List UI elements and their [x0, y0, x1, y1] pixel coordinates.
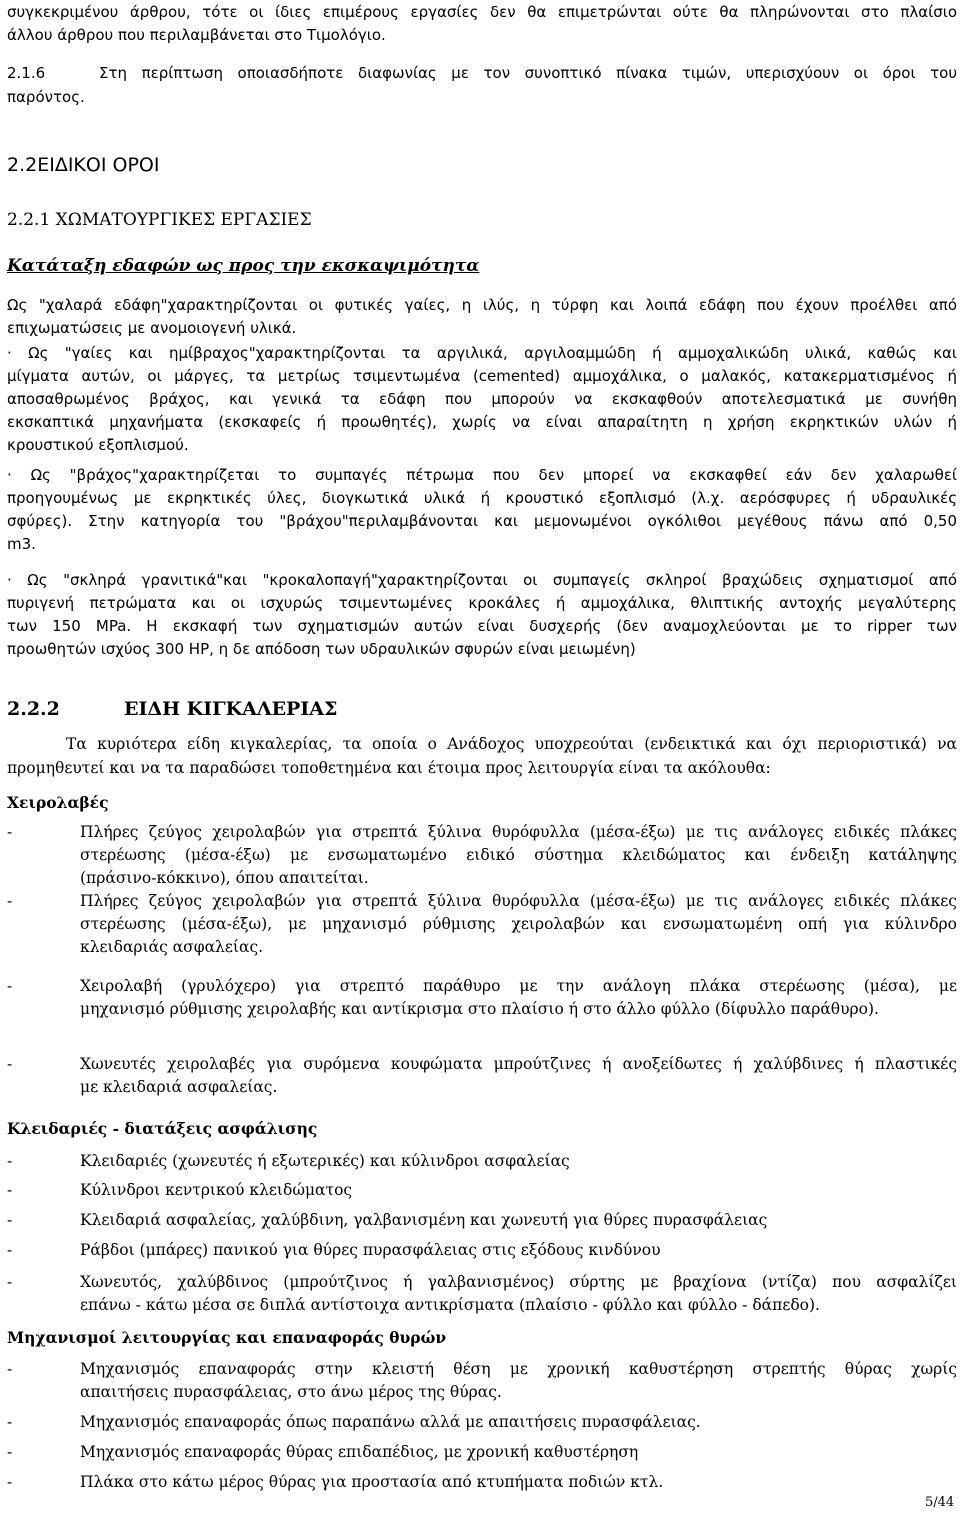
- list-item: - Χειρολαβή (γρυλόχερο) για στρεπτό παράθυρο με την ανάλογη πλάκα στερέωσης (μέσα), με μηχανισμό ρύθμισης χειρολαβής και αντίκρισμα στο πλαίσιο ή στο άλλο φύλλο (δίφυλλο παράθυρο).: [7, 977, 957, 1018]
- paragraph-4-line-1: · Ως "σκληρά γρανιτικά"και "κροκαλοπαγή"χαρακτηρίζονται οι συμπαγείς σκληροί βραχώδεις σχηματισμοί από: [7, 571, 957, 589]
- list-item: - Μηχανισμός επαναφοράς όπως παραπάνω αλλά με απαιτήσεις πυρασφάλειας.: [7, 1411, 957, 1434]
- list-bullet: -: [7, 892, 13, 910]
- paragraph-4-line-4: προωθητών ισχύος 300 HP, η δε απόδοση των υδραυλικών σφυρών είναι μειωμένη): [7, 640, 636, 658]
- list-bullet: -: [7, 1360, 13, 1378]
- list-item: - Κύλινδροι κεντρικού κλειδώματος: [7, 1179, 957, 1202]
- handles-heading: Χειρολαβές: [7, 793, 109, 812]
- list-item: - Ράβδοι (μπάρες) πανικού για θύρες πυρασφάλειας στις εξόδους κινδύνου: [7, 1239, 957, 1262]
- section-2-2-1-heading: 2.2.1 ΧΩΜΑΤΟΥΡΓΙΚΕΣ ΕΡΓΑΣΙΕΣ: [7, 210, 312, 230]
- list-item: - Πλήρες ζεύγος χειρολαβών για στρεπτά ξύλινα θυρόφυλλα (μέσα-έξω) με τις ανάλογες ειδικές πλάκες στερέωσης (μέσα-έξω), με μηχανισμό ρύθμισης χειρολαβών και ενσωματωμένη οπή για κύλινδρο κλειδαριάς ασφαλείας.: [7, 892, 957, 956]
- list-bullet: -: [7, 1443, 13, 1461]
- list-item: - Μηχανισμός επαναφοράς στην κλειστή θέση με χρονική καθυστέρηση στρεπτής θύρας χωρίς απαιτήσεις πυρασφάλειας, στο άνω μέρος της θύρας.: [7, 1360, 957, 1401]
- list-bullet: -: [7, 1211, 13, 1229]
- paragraph-3-line-3: σφύρες). Στην κατηγορία του "βράχου"περιλαμβάνονται και μεμονωμένοι ογκόλιθοι μεγέθους πάνω από 0,50: [7, 512, 957, 530]
- list-bullet: -: [7, 1181, 13, 1199]
- paragraph-2-line-5: κρουστικού εξοπλισμού.: [7, 436, 189, 454]
- section-title: ΕΙΔΗ ΚΙΓΚΑΛΕΡΙΑΣ: [124, 698, 338, 720]
- paragraph-1-line-1: Ως "χαλαρά εδάφη"χαρακτηρίζονται οι φυτικές γαίες, η ιλύς, η τύρφη και λοιπά εδάφη που έχουν προέλθει από: [7, 296, 957, 314]
- subsection-title: Κατάταξη εδαφών ως προς την εκσκαψιμότητα: [7, 256, 480, 276]
- section-number: 2.1.6: [7, 64, 46, 82]
- list-item: - Μηχανισμός επαναφοράς θύρας επιδαπέδιος, με χρονική καθυστέρηση: [7, 1441, 957, 1464]
- paragraph-2-line-4: εκσκαπτικά μηχανήματα (εκσκαφείς ή προωθητές), χωρίς να είναι απαραίτητη η χρήση εκρηκτικών υλών ή: [7, 413, 957, 431]
- section-2-2-2-heading: [7, 696, 957, 724]
- intro-line-2: άλλου άρθρου που περιλαμβάνεται στο Τιμολόγιο.: [7, 26, 386, 44]
- list-bullet: -: [7, 823, 13, 841]
- paragraph-1-line-2: επιχωματώσεις με ανομοιογενή υλικά.: [7, 319, 297, 337]
- page-number: 5/44: [925, 1495, 955, 1510]
- section-2-1-6-line-2: παρόντος.: [7, 88, 85, 106]
- paragraph-4-line-3: των 150 MPa. Η εκσκαφή των σχηματισμών αυτών είναι δυσχερής (δεν αναμοχλεύονται με το ripper των: [7, 617, 957, 635]
- mechanisms-heading: Μηχανισμοί λειτουργίας και επαναφοράς θυρών: [7, 1328, 447, 1347]
- paragraph-3-line-4: m3.: [7, 535, 36, 553]
- list-item: - Κλειδαριά ασφαλείας, χαλύβδινη, γαλβανισμένη και χωνευτή για θύρες πυρασφάλειας: [7, 1209, 957, 1232]
- list-item: - Πλάκα στο κάτω μέρος θύρας για προστασία από κτυπήματα ποδιών κτλ.: [7, 1471, 957, 1494]
- paragraph-2-line-1: · Ως "γαίες και ημίβραχος"χαρακτηρίζονται τα αργιλικά, αργιλοαμμώδη ή αμμοχαλικώδη υλικά, καθώς και: [7, 344, 957, 362]
- list-bullet: -: [7, 1241, 13, 1259]
- list-item: - Χωνευτός, χαλύβδινος (μπρούτζινος ή γαλβανισμένος) σύρτης με βραχίονα (ντίζα) που ασφαλίζει επάνω - κάτω μέσα σε διπλά αντίστοιχα αντικρίσματα (πλαίσιο - φύλλο και φύλλο - δάπεδο).: [7, 1273, 957, 1314]
- list-item: - Χωνευτές χειρολαβές για συρόμενα κουφώματα μπρούτζινες ή ανοξείδωτες ή χαλύβδινες ή πλαστικές με κλειδαριά ασφαλείας.: [7, 1055, 957, 1096]
- kigkaleria-intro-line-2: προμηθευτεί και να τα παραδώσει τοποθετημένα και έτοιμα προς λειτουργία είναι τα ακόλουθα:: [7, 759, 771, 777]
- section-number: 2.2.2: [7, 698, 60, 720]
- list-bullet: -: [7, 1055, 13, 1073]
- kigkaleria-intro-line-1: Τα κυριότερα είδη κιγκαλερίας, τα οποία ο Ανάδοχος υποχρεούται (ενδεικτικά και όχι περιοριστικά) να: [66, 735, 957, 753]
- list-item: - Κλειδαριές (χωνευτές ή εξωτερικές) και κύλινδροι ασφαλείας: [7, 1150, 957, 1173]
- list-bullet: -: [7, 977, 13, 995]
- list-bullet: -: [7, 1152, 13, 1170]
- paragraph-3-line-2: προηγουμένως με εκρηκτικές ύλες, διογκωτικά υλικά ή κρουστικό εξοπλισμό (λ.χ. αερόσφυρες ή υδραυλικές: [7, 489, 957, 507]
- section-text-line-1: Στη περίπτωση οποιασδήποτε διαφωνίας με τον συνοπτικό πίνακα τιμών, υπερισχύουν οι όροι του: [99, 64, 957, 82]
- paragraph-2-line-3: αποσαθρωμένος βράχος, και γενικά τα εδάφη που μπορούν να εκσκαφθούν αποτελεσματικά με συνήθη: [7, 390, 957, 408]
- paragraph-2-line-2: μίγματα αυτών, οι μάργες, τα μετρίως τσιμεντωμένα (cemented) αμμοχάλικα, ο μαλακός, κατακερματισμένος ή: [7, 367, 957, 385]
- list-bullet: -: [7, 1413, 13, 1431]
- locks-heading: Κλειδαριές - διατάξεις ασφάλισης: [7, 1119, 318, 1138]
- list-bullet: -: [7, 1273, 13, 1291]
- list-item: - Πλήρες ζεύγος χειρολαβών για στρεπτά ξύλινα θυρόφυλλα (μέσα-έξω) με τις ανάλογες ειδικές πλάκες στερέωσης (μέσα-έξω) με ενσωματωμένο ειδικό σύστημα κλειδώματος και ένδειξη κατάληψης (πράσινο-κόκκινο), όπου απαιτείται.: [7, 823, 957, 887]
- paragraph-3-line-1: · Ως "βράχος"χαρακτηρίζεται το συμπαγές πέτρωμα που δεν μπορεί να εκσκαφθεί εάν δεν χαλαρωθεί: [7, 466, 957, 484]
- intro-line-1: συγκεκριμένου άρθρου, τότε οι ίδιες επιμέρους εργασίες δεν θα επιμετρώνται ούτε θα πληρώνονται στο πλαίσιο: [7, 3, 957, 21]
- paragraph-4-line-2: πυριγενή πετρώματα και οι ισχυρώς τσιμεντωμένες κροκάλες ή αμμοχάλικα, θλιπτικής αντοχής μεγαλύτερης: [7, 594, 957, 612]
- list-bullet: -: [7, 1473, 13, 1491]
- section-2-2-heading: 2.2ΕΙΔΙΚΟΙ ΟΡΟΙ: [7, 154, 160, 176]
